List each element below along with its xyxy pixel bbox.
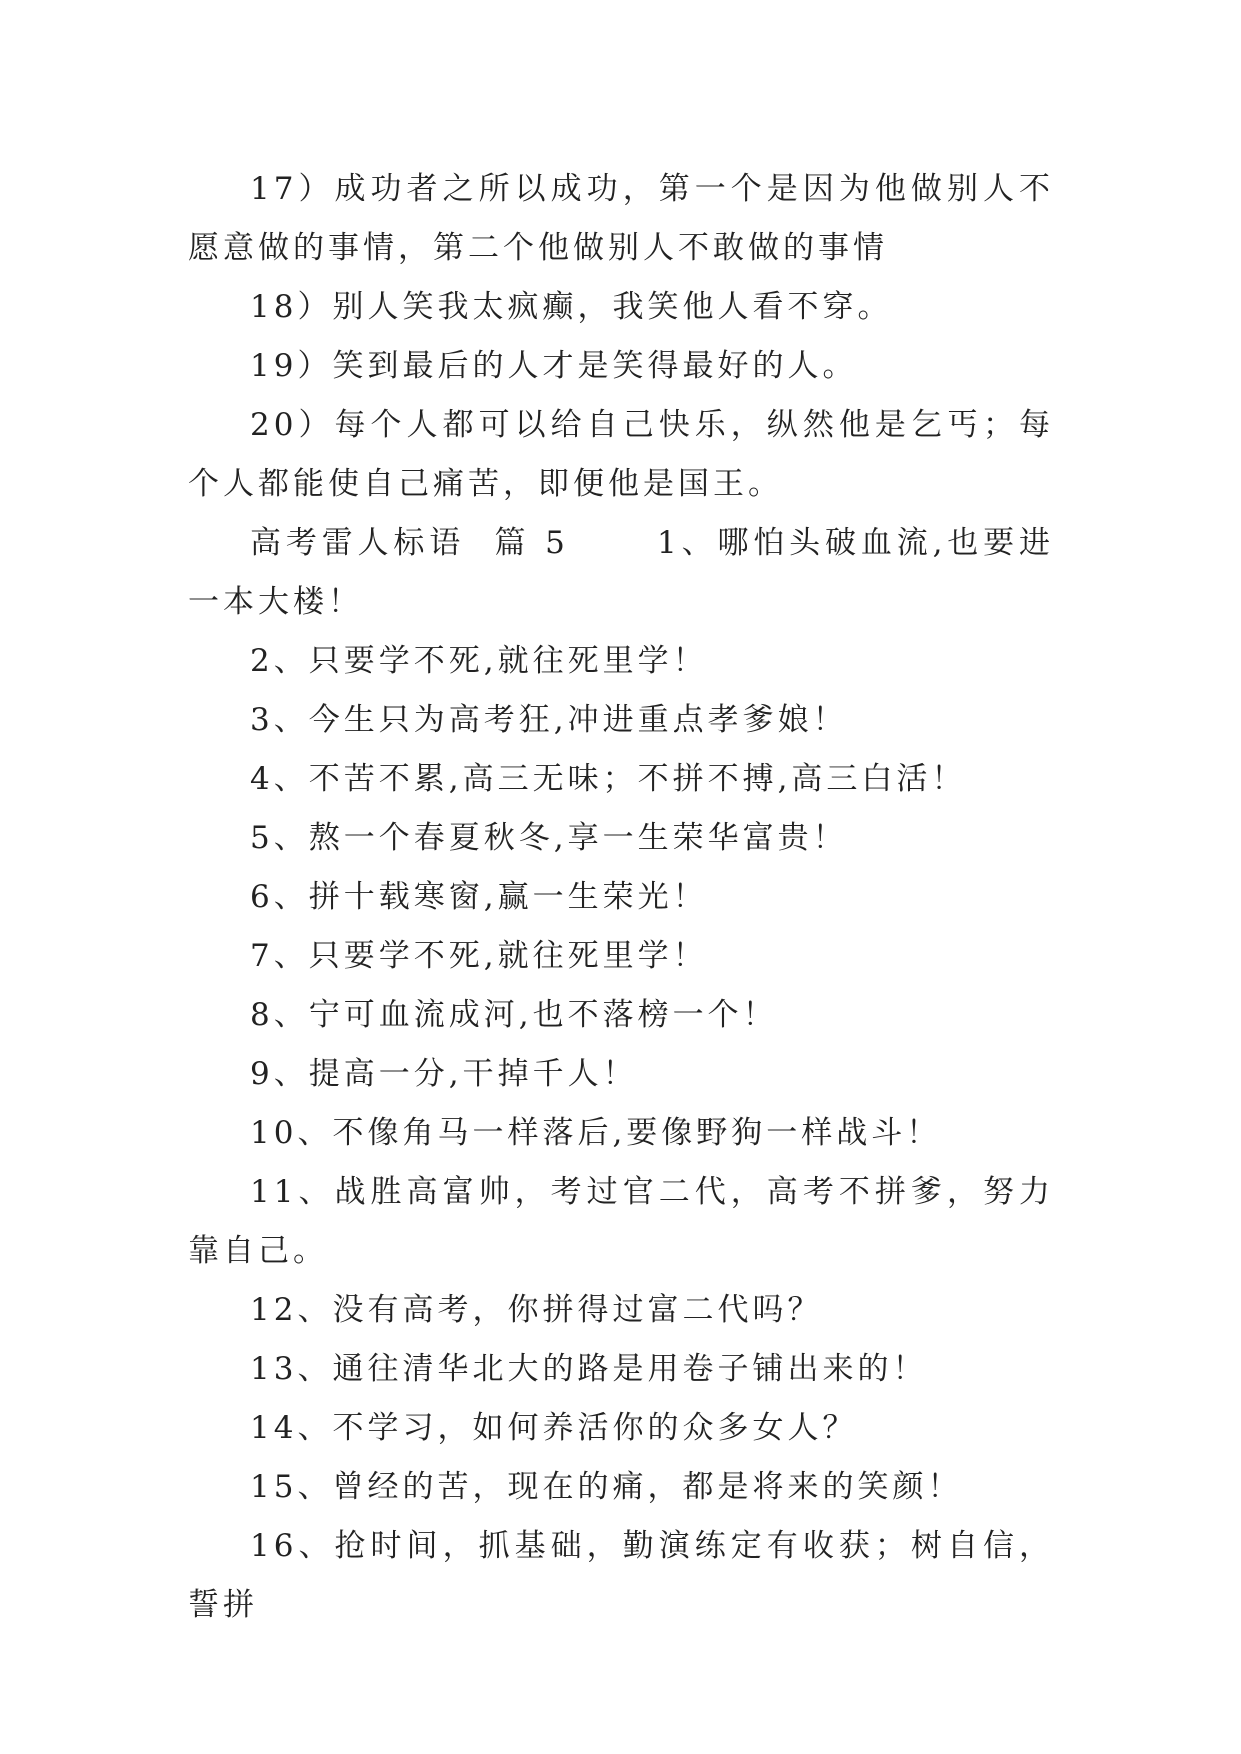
paragraph-18: 18）别人笑我太疯癫，我笑他人看不穿。 [250, 289, 893, 325]
slogan-3: 3、今生只为高考狂,冲进重点孝爹娘！ [250, 702, 848, 738]
slogan-14: 14、不学习，如何养活你的众多女人？ [250, 1410, 858, 1446]
slogan-8: 8、宁可血流成河,也不落榜一个！ [250, 997, 778, 1033]
slogan-10: 10、不像角马一样落后,要像野狗一样战斗！ [250, 1115, 942, 1151]
slogan-9: 9、提高一分,干掉千人！ [250, 1056, 638, 1092]
slogan-6: 6、拼十载寒窗,赢一生荣光！ [250, 879, 708, 915]
slogan-2: 2、只要学不死,就往死里学！ [250, 643, 708, 679]
section-heading-5: 高考雷人标语 篇 5 1、哪怕头破血流,也要进一本大楼！ [188, 525, 1054, 620]
slogan-11: 11、战胜高富帅，考过官二代，高考不拼爹，努力靠自己。 [188, 1174, 1054, 1269]
paragraph-20: 20）每个人都可以给自己快乐，纵然他是乞丐；每个人都能使自己痛苦，即便他是国王。 [188, 407, 1054, 502]
slogan-12: 12、没有高考，你拼得过富二代吗？ [250, 1292, 823, 1328]
slogan-4: 4、不苦不累,高三无味；不拼不搏,高三白活！ [250, 761, 967, 797]
slogan-15: 15、曾经的苦，现在的痛，都是将来的笑颜！ [250, 1469, 963, 1505]
document-body [188, 160, 1054, 1635]
paragraph-17: 17）成功者之所以成功，第一个是因为他做别人不愿意做的事情，第二个他做别人不敢做的事情 [188, 171, 1054, 266]
slogan-5: 5、熬一个春夏秋冬,享一生荣华富贵！ [250, 820, 848, 856]
slogan-7: 7、只要学不死,就往死里学！ [250, 938, 708, 974]
slogan-13: 13、通往清华北大的路是用卷子铺出来的！ [250, 1351, 928, 1387]
paragraph-19: 19）笑到最后的人才是笑得最好的人。 [250, 348, 858, 384]
slogan-16: 16、抢时间，抓基础，勤演练定有收获；树自信，誓拼 [188, 1528, 1054, 1623]
